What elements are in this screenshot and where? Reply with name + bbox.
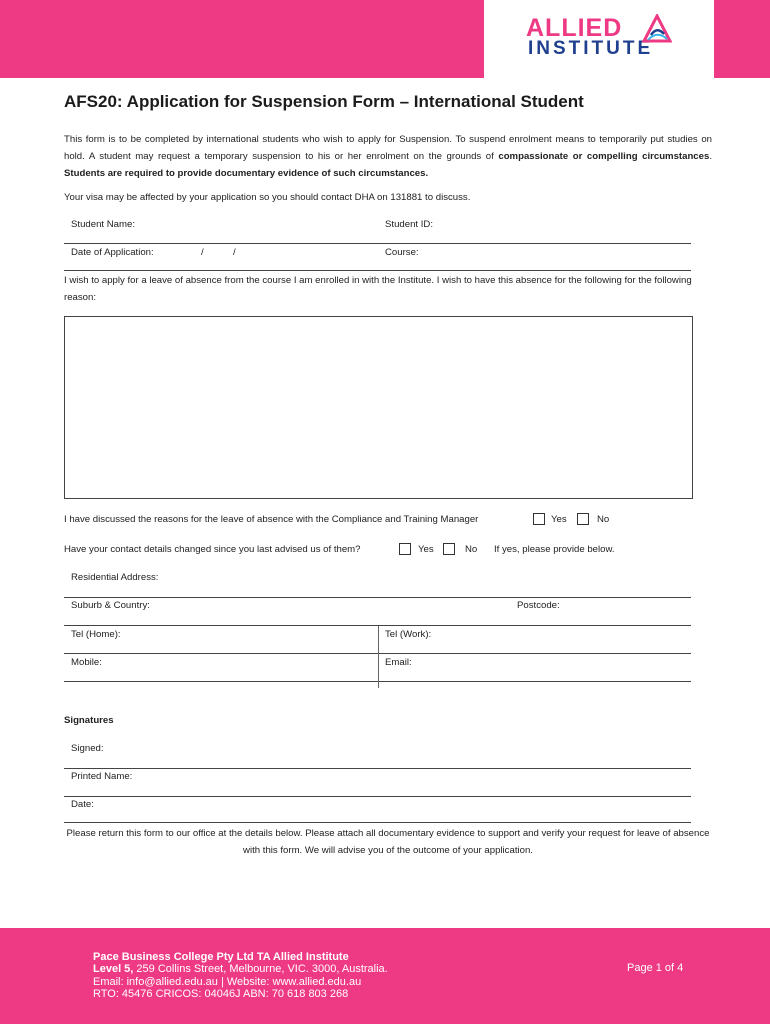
email-label: Email: xyxy=(385,657,412,668)
logo-text-allied: ALLIED xyxy=(526,14,623,42)
date-slash-1: / xyxy=(201,247,204,258)
visa-note: Your visa may be affected by your application so you should contact DHA on 131881 to discuss. xyxy=(64,192,471,203)
discussed-yes-label: Yes xyxy=(551,514,567,525)
intro-paragraph xyxy=(64,131,712,182)
header-band-left xyxy=(0,0,484,78)
footer-address xyxy=(93,963,388,976)
date-course-line[interactable] xyxy=(64,270,691,271)
footer-ids: RTO: 45476 CRICOS: 04046J ABN: 70 618 803 268 xyxy=(93,988,349,1000)
logo-text-institute: INSTITUTE xyxy=(528,38,654,59)
contact-yes-label: Yes xyxy=(418,544,434,555)
residential-address-line[interactable] xyxy=(64,597,691,598)
date-label: Date: xyxy=(71,799,94,810)
allied-logo xyxy=(526,14,676,64)
date-line[interactable] xyxy=(64,822,691,823)
column-divider xyxy=(378,626,379,688)
student-id-label: Student ID: xyxy=(385,219,433,230)
discussed-no-checkbox[interactable] xyxy=(577,513,589,525)
page-number: Page 1 of 4 xyxy=(627,962,684,974)
course-label: Course: xyxy=(385,247,419,258)
contact-note: If yes, please provide below. xyxy=(494,544,615,555)
leave-request-text: I wish to apply for a leave of absence from the course I am enrolled in with the Institute. I wish to have this absence for the following for the following reason: xyxy=(64,275,692,303)
date-slash-2: / xyxy=(233,247,236,258)
reason-textarea[interactable] xyxy=(64,316,693,499)
contact-no-checkbox[interactable] xyxy=(443,543,455,555)
signed-label: Signed: xyxy=(71,743,104,754)
intro-bold-grounds: compassionate or compelling circumstances xyxy=(498,151,710,162)
intro-text: This form is to be completed by international students who wish to apply for Suspension. To suspend enrolment means to temporarily put studies on hold. A student may request a temporary suspension to his or her enrolment on the grounds of xyxy=(64,134,712,162)
contact-no-label: No xyxy=(465,544,478,555)
footer-contact[interactable]: Email: info@allied.edu.au | Website: www.allied.edu.au xyxy=(93,976,362,988)
footer-company: Pace Business College Pty Ltd TA Allied Institute xyxy=(93,951,349,963)
contact-changed-question: Have your contact details changed since you last advised us of them? xyxy=(64,544,361,555)
printed-name-label: Printed Name: xyxy=(71,771,133,782)
postcode-label: Postcode: xyxy=(517,600,560,611)
discussed-yes-checkbox[interactable] xyxy=(533,513,545,525)
student-name-line[interactable] xyxy=(64,243,691,244)
mobile-label: Mobile: xyxy=(71,657,102,668)
tel-work-label: Tel (Work): xyxy=(385,629,432,640)
intro-bold-evidence: Students are required to provide documentary evidence of such circumstances. xyxy=(64,168,429,179)
printed-name-line[interactable] xyxy=(64,796,691,797)
suburb-country-label: Suburb & Country: xyxy=(71,600,150,611)
header-band-right xyxy=(714,0,770,78)
residential-address-label: Residential Address: xyxy=(71,572,159,583)
contact-yes-checkbox[interactable] xyxy=(399,543,411,555)
signed-line[interactable] xyxy=(64,768,691,769)
tel-home-label: Tel (Home): xyxy=(71,629,121,640)
form-title: AFS20: Application for Suspension Form – International Student xyxy=(64,92,584,111)
return-note: Please return this form to our office at the details below. Please attach all documentary evidence to support and verify your request for leave of absence with this form. We will advise you of the outcome of your application. xyxy=(66,828,710,856)
signatures-heading: Signatures xyxy=(64,715,114,726)
triangle-swirl-logo-icon xyxy=(642,14,672,44)
footer-address-street: 259 Collins Street, Melbourne, VIC. 3000, Australia. xyxy=(133,963,388,975)
footer-address-level: Level 5, xyxy=(93,963,134,975)
date-of-application-label: Date of Application: xyxy=(71,247,154,258)
student-name-label: Student Name: xyxy=(71,219,135,230)
intro-sep: . xyxy=(709,151,712,162)
discussed-no-label: No xyxy=(597,514,610,525)
discussed-question: I have discussed the reasons for the leave of absence with the Compliance and Training Manager xyxy=(64,514,479,525)
